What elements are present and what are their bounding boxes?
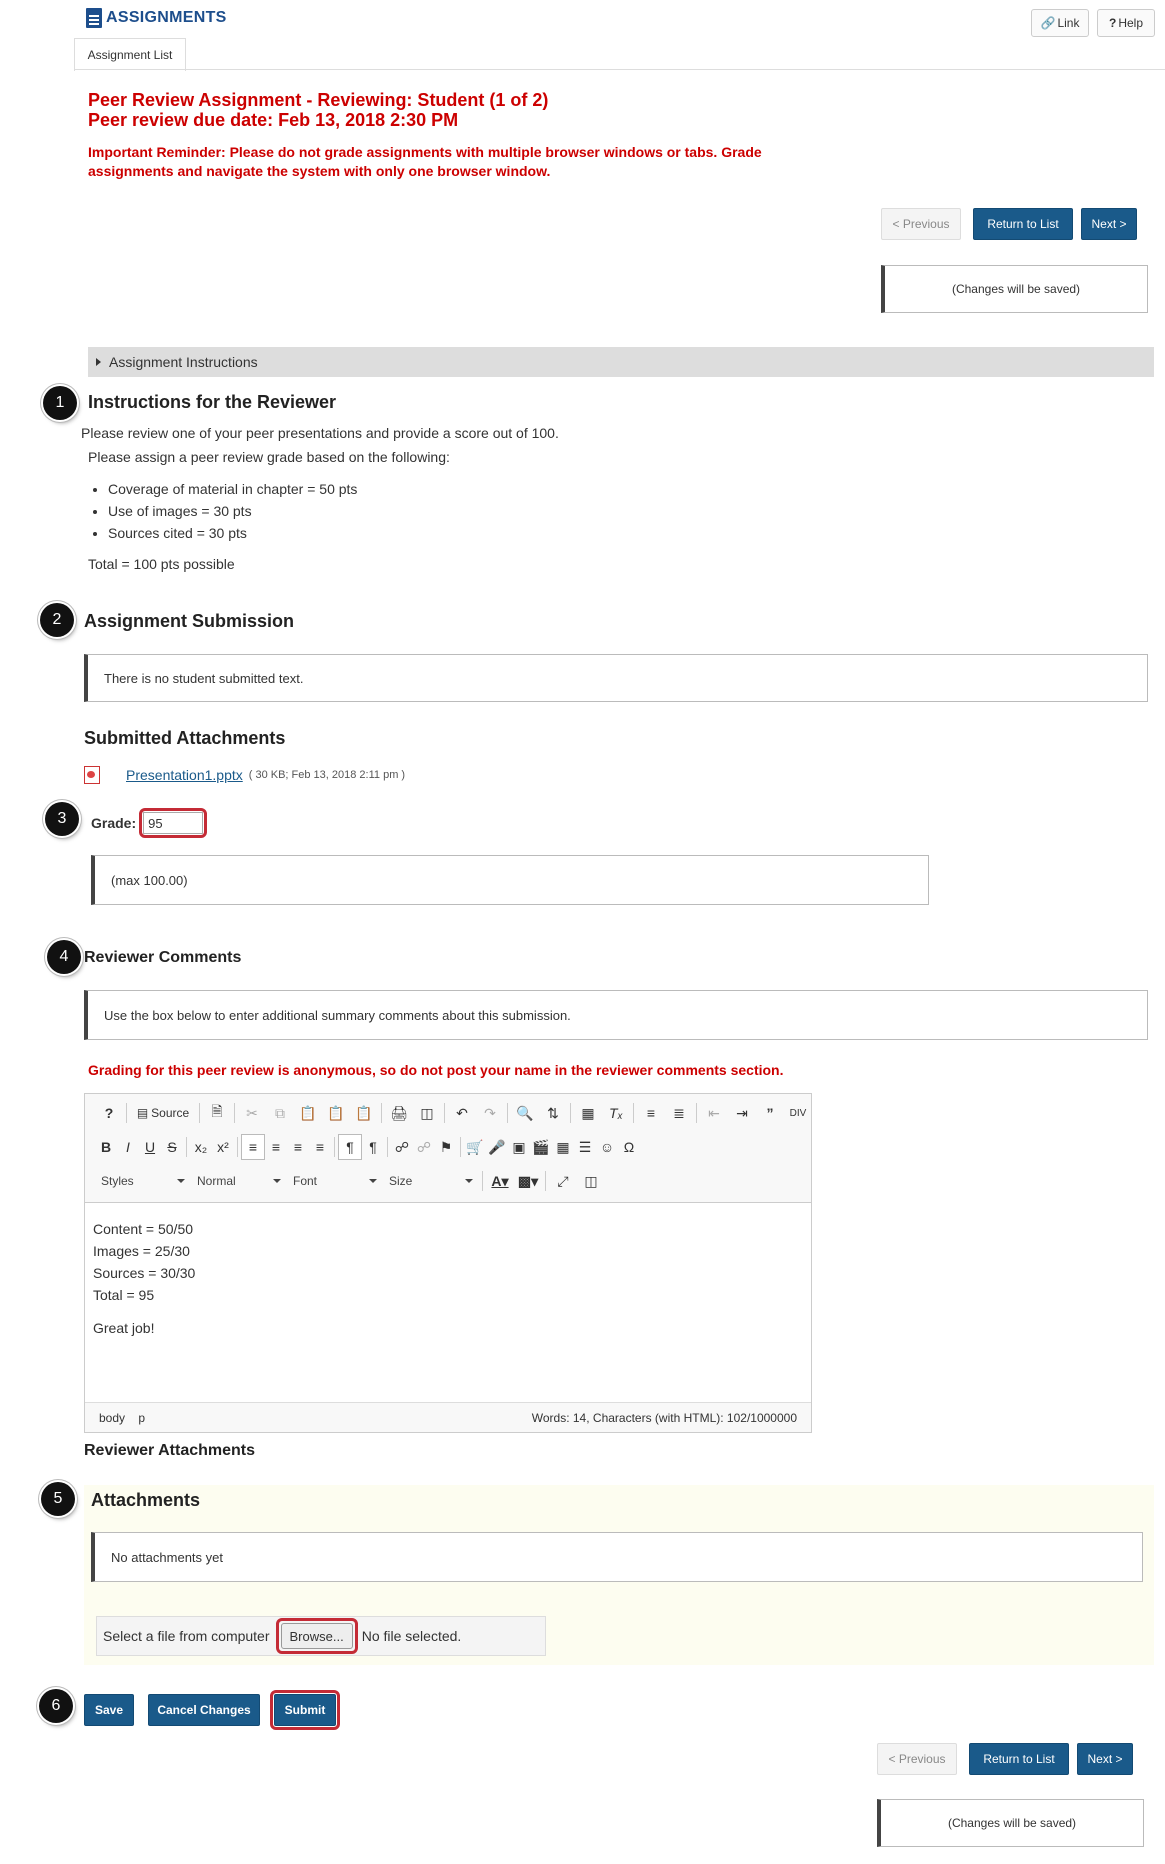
attachment-row (84, 766, 405, 784)
app-title (86, 8, 227, 28)
attachment-link[interactable]: Presentation1.pptx (126, 767, 243, 783)
grade-row (91, 808, 207, 838)
save-button[interactable]: Save (84, 1694, 134, 1726)
caret-right-icon (96, 358, 101, 366)
decrease-indent-icon[interactable]: ⇤ (708, 1104, 720, 1121)
tab-divider (74, 69, 1165, 70)
styles-dropdown[interactable]: Styles (95, 1170, 191, 1192)
unlink-icon[interactable]: ☍ (416, 1138, 432, 1155)
blockquote-icon[interactable]: ” (766, 1105, 774, 1121)
anonymous-note: Grading for this peer review is anonymous, so do not post your name in the reviewer comments section. (88, 1062, 784, 1078)
table-icon[interactable]: ▦ (556, 1138, 570, 1155)
important-reminder: Important Reminder: Please do not grade assignments with multiple browser windows or tabs. Grade assignments and navigate the system with only one browser window. (88, 144, 762, 179)
submission-heading: Assignment Submission (84, 611, 295, 631)
instructions-heading: Instructions for the Reviewer (88, 392, 337, 412)
link-button[interactable]: 🔗 Link (1031, 9, 1089, 37)
cut-icon[interactable]: ✂ (246, 1104, 258, 1121)
no-file-selected: No file selected. (361, 1628, 462, 1644)
page-title (88, 90, 548, 130)
align-center-icon[interactable]: ≡ (271, 1139, 281, 1155)
changes-note-top: (Changes will be saved) (881, 265, 1148, 313)
redo-icon[interactable]: ↷ (484, 1104, 496, 1121)
reviewer-attachments-heading: Reviewer Attachments (84, 1442, 256, 1459)
chevron-down-icon (177, 1179, 185, 1183)
format-dropdown[interactable]: Normal (191, 1170, 287, 1192)
cancel-changes-button[interactable]: Cancel Changes (148, 1694, 260, 1726)
link-icon: 🔗 (1040, 16, 1056, 30)
find-icon[interactable]: 🔍 (516, 1104, 534, 1121)
source-button[interactable]: ▤ Source (136, 1106, 190, 1120)
templates-icon[interactable]: ◫ (420, 1104, 434, 1121)
bold-icon[interactable]: B (100, 1139, 112, 1155)
select-all-icon[interactable]: ▦ (581, 1104, 595, 1121)
italic-icon[interactable]: I (126, 1139, 130, 1155)
print-icon[interactable]: 🖨 (390, 1104, 408, 1121)
step-marker-4: 4 (47, 940, 81, 974)
step-marker-5: 5 (41, 1482, 75, 1516)
background-color-icon[interactable]: ▩▾ (517, 1172, 539, 1189)
next-button-bottom[interactable]: Next > (1077, 1743, 1133, 1775)
app-title-text: ASSIGNMENTS (106, 9, 227, 26)
chevron-down-icon (273, 1179, 281, 1183)
rtl-icon[interactable]: ¶ (369, 1139, 377, 1155)
help-icon[interactable]: ? (104, 1105, 114, 1121)
due-date: Peer review due date: Feb 13, 2018 2:30 PM (88, 110, 459, 130)
editor-line: Images = 25/30 (93, 1243, 190, 1259)
review-title: Peer Review Assignment - Reviewing: Student (1 of 2) (88, 90, 549, 110)
previous-button-top[interactable]: < Previous (881, 208, 961, 240)
strikethrough-icon[interactable]: S (167, 1139, 177, 1155)
comments-hint-box: Use the box below to enter additional summary comments about this submission. (84, 990, 1148, 1040)
step-marker-3: 3 (45, 802, 79, 836)
microphone-icon[interactable]: 🎤 (488, 1138, 506, 1155)
select-file-label: Select a file from computer (103, 1628, 270, 1644)
comments-editor (84, 1093, 812, 1433)
special-char-icon[interactable]: Ω (623, 1139, 635, 1155)
grade-highlight (139, 808, 207, 838)
step-marker-2: 2 (40, 603, 74, 637)
grade-input[interactable]: 95 (143, 812, 203, 834)
anchor-flag-icon[interactable]: ⚑ (439, 1138, 453, 1155)
chevron-down-icon (465, 1179, 473, 1183)
align-left-icon[interactable]: ≡ (241, 1134, 265, 1160)
tab-assignment-list[interactable]: Assignment List (74, 38, 186, 71)
div-icon[interactable]: DIV (789, 1107, 807, 1119)
copy-icon[interactable]: ⧉ (275, 1104, 285, 1121)
editor-status-bar (85, 1402, 811, 1432)
increase-indent-icon[interactable]: ⇥ (736, 1104, 748, 1121)
browse-highlight (276, 1618, 358, 1654)
undo-icon[interactable]: ↶ (456, 1104, 468, 1121)
font-dropdown[interactable]: Font (287, 1170, 383, 1192)
editor-line: Total = 95 (93, 1287, 155, 1303)
browse-button[interactable]: Browse... (281, 1623, 353, 1649)
criteria-item: • Sources cited = 30 pts (108, 522, 357, 544)
powerpoint-file-icon (84, 766, 100, 784)
word-counter: Words: 14, Characters (with HTML): 102/1000000 (531, 1410, 797, 1425)
reviewer-comments-heading: Reviewer Comments (84, 949, 242, 966)
movie-icon[interactable]: 🎬 (532, 1138, 550, 1155)
return-to-list-button-bottom[interactable]: Return to List (969, 1743, 1069, 1775)
grade-label: Grade: (91, 815, 137, 831)
editor-line: Sources = 30/30 (93, 1265, 196, 1281)
file-upload-row (96, 1616, 546, 1656)
subscript-icon[interactable]: x₂ (194, 1139, 208, 1155)
instructions-total: Total = 100 pts possible (88, 556, 235, 572)
size-dropdown[interactable]: Size (383, 1170, 479, 1192)
bulleted-list-icon[interactable]: ≣ (673, 1104, 685, 1121)
remove-format-icon[interactable]: Tₓ (609, 1105, 623, 1121)
no-submission-box: There is no student submitted text. (84, 654, 1148, 702)
path-p[interactable]: p (138, 1410, 146, 1425)
submit-highlight (270, 1690, 340, 1730)
no-attachments-box: No attachments yet (91, 1532, 1143, 1582)
attachments-panel-heading: Attachments (91, 1490, 201, 1510)
editor-line: Great job! (93, 1320, 155, 1336)
justify-icon[interactable]: ≡ (315, 1139, 325, 1155)
horizontal-rule-icon[interactable]: ☰ (578, 1138, 592, 1155)
return-to-list-button-top[interactable]: Return to List (973, 208, 1073, 240)
show-blocks-icon[interactable]: ◫ (584, 1172, 598, 1189)
assignment-instructions-toggle[interactable]: Assignment Instructions (88, 347, 1154, 377)
step-marker-6: 6 (39, 1689, 73, 1723)
paste-icon[interactable]: 📋 (299, 1104, 317, 1121)
help-icon: ? (1108, 16, 1117, 30)
maximize-icon[interactable]: ⤢ (557, 1172, 569, 1189)
criteria-list (84, 478, 357, 544)
step-marker-1: 1 (43, 386, 77, 420)
cart-icon[interactable]: 🛒 (466, 1138, 484, 1155)
instructions-line-1: Please review one of your peer presentations and provide a score out of 100. (81, 425, 559, 441)
numbered-list-icon[interactable]: ≡ (646, 1105, 656, 1121)
new-page-icon[interactable]: 🗎 (211, 1103, 223, 1119)
paste-word-icon[interactable]: 📋 (355, 1104, 373, 1121)
attachment-meta: ( 30 KB; Feb 13, 2018 2:11 pm ) (248, 769, 406, 781)
changes-note-bottom: (Changes will be saved) (877, 1799, 1144, 1847)
ltr-icon[interactable]: ¶ (338, 1134, 362, 1160)
grade-max-box: (max 100.00) (91, 855, 929, 905)
align-right-icon[interactable]: ≡ (293, 1139, 303, 1155)
help-button[interactable]: ? Help (1097, 9, 1155, 37)
previous-button-bottom[interactable]: < Previous (877, 1743, 957, 1775)
superscript-icon[interactable]: x² (217, 1139, 229, 1155)
submitted-attachments-heading: Submitted Attachments (84, 728, 286, 748)
link-insert-icon[interactable]: ☍ (394, 1138, 410, 1155)
criteria-item: • Coverage of material in chapter = 50 pts (108, 478, 357, 500)
next-button-top[interactable]: Next > (1081, 208, 1137, 240)
smiley-icon[interactable]: ☺ (599, 1139, 615, 1155)
document-icon (86, 8, 102, 28)
instructions-line-2: Please assign a peer review grade based on the following: (88, 449, 450, 465)
image-icon[interactable]: ▣ (512, 1138, 526, 1155)
replace-icon[interactable]: ⇅ (547, 1104, 559, 1121)
editor-content[interactable] (93, 1218, 195, 1339)
criteria-item: • Use of images = 30 pts (108, 500, 357, 522)
paste-text-icon[interactable]: 📋 (327, 1104, 345, 1121)
source-icon: ▤ (136, 1106, 149, 1120)
underline-icon[interactable]: U (144, 1139, 156, 1155)
editor-toolbar (85, 1094, 811, 1203)
editor-line: Content = 50/50 (93, 1221, 194, 1237)
chevron-down-icon (369, 1179, 377, 1183)
path-body[interactable]: body (99, 1410, 126, 1425)
text-color-icon[interactable]: A▾ (491, 1172, 509, 1189)
submit-button[interactable]: Submit (274, 1694, 336, 1726)
